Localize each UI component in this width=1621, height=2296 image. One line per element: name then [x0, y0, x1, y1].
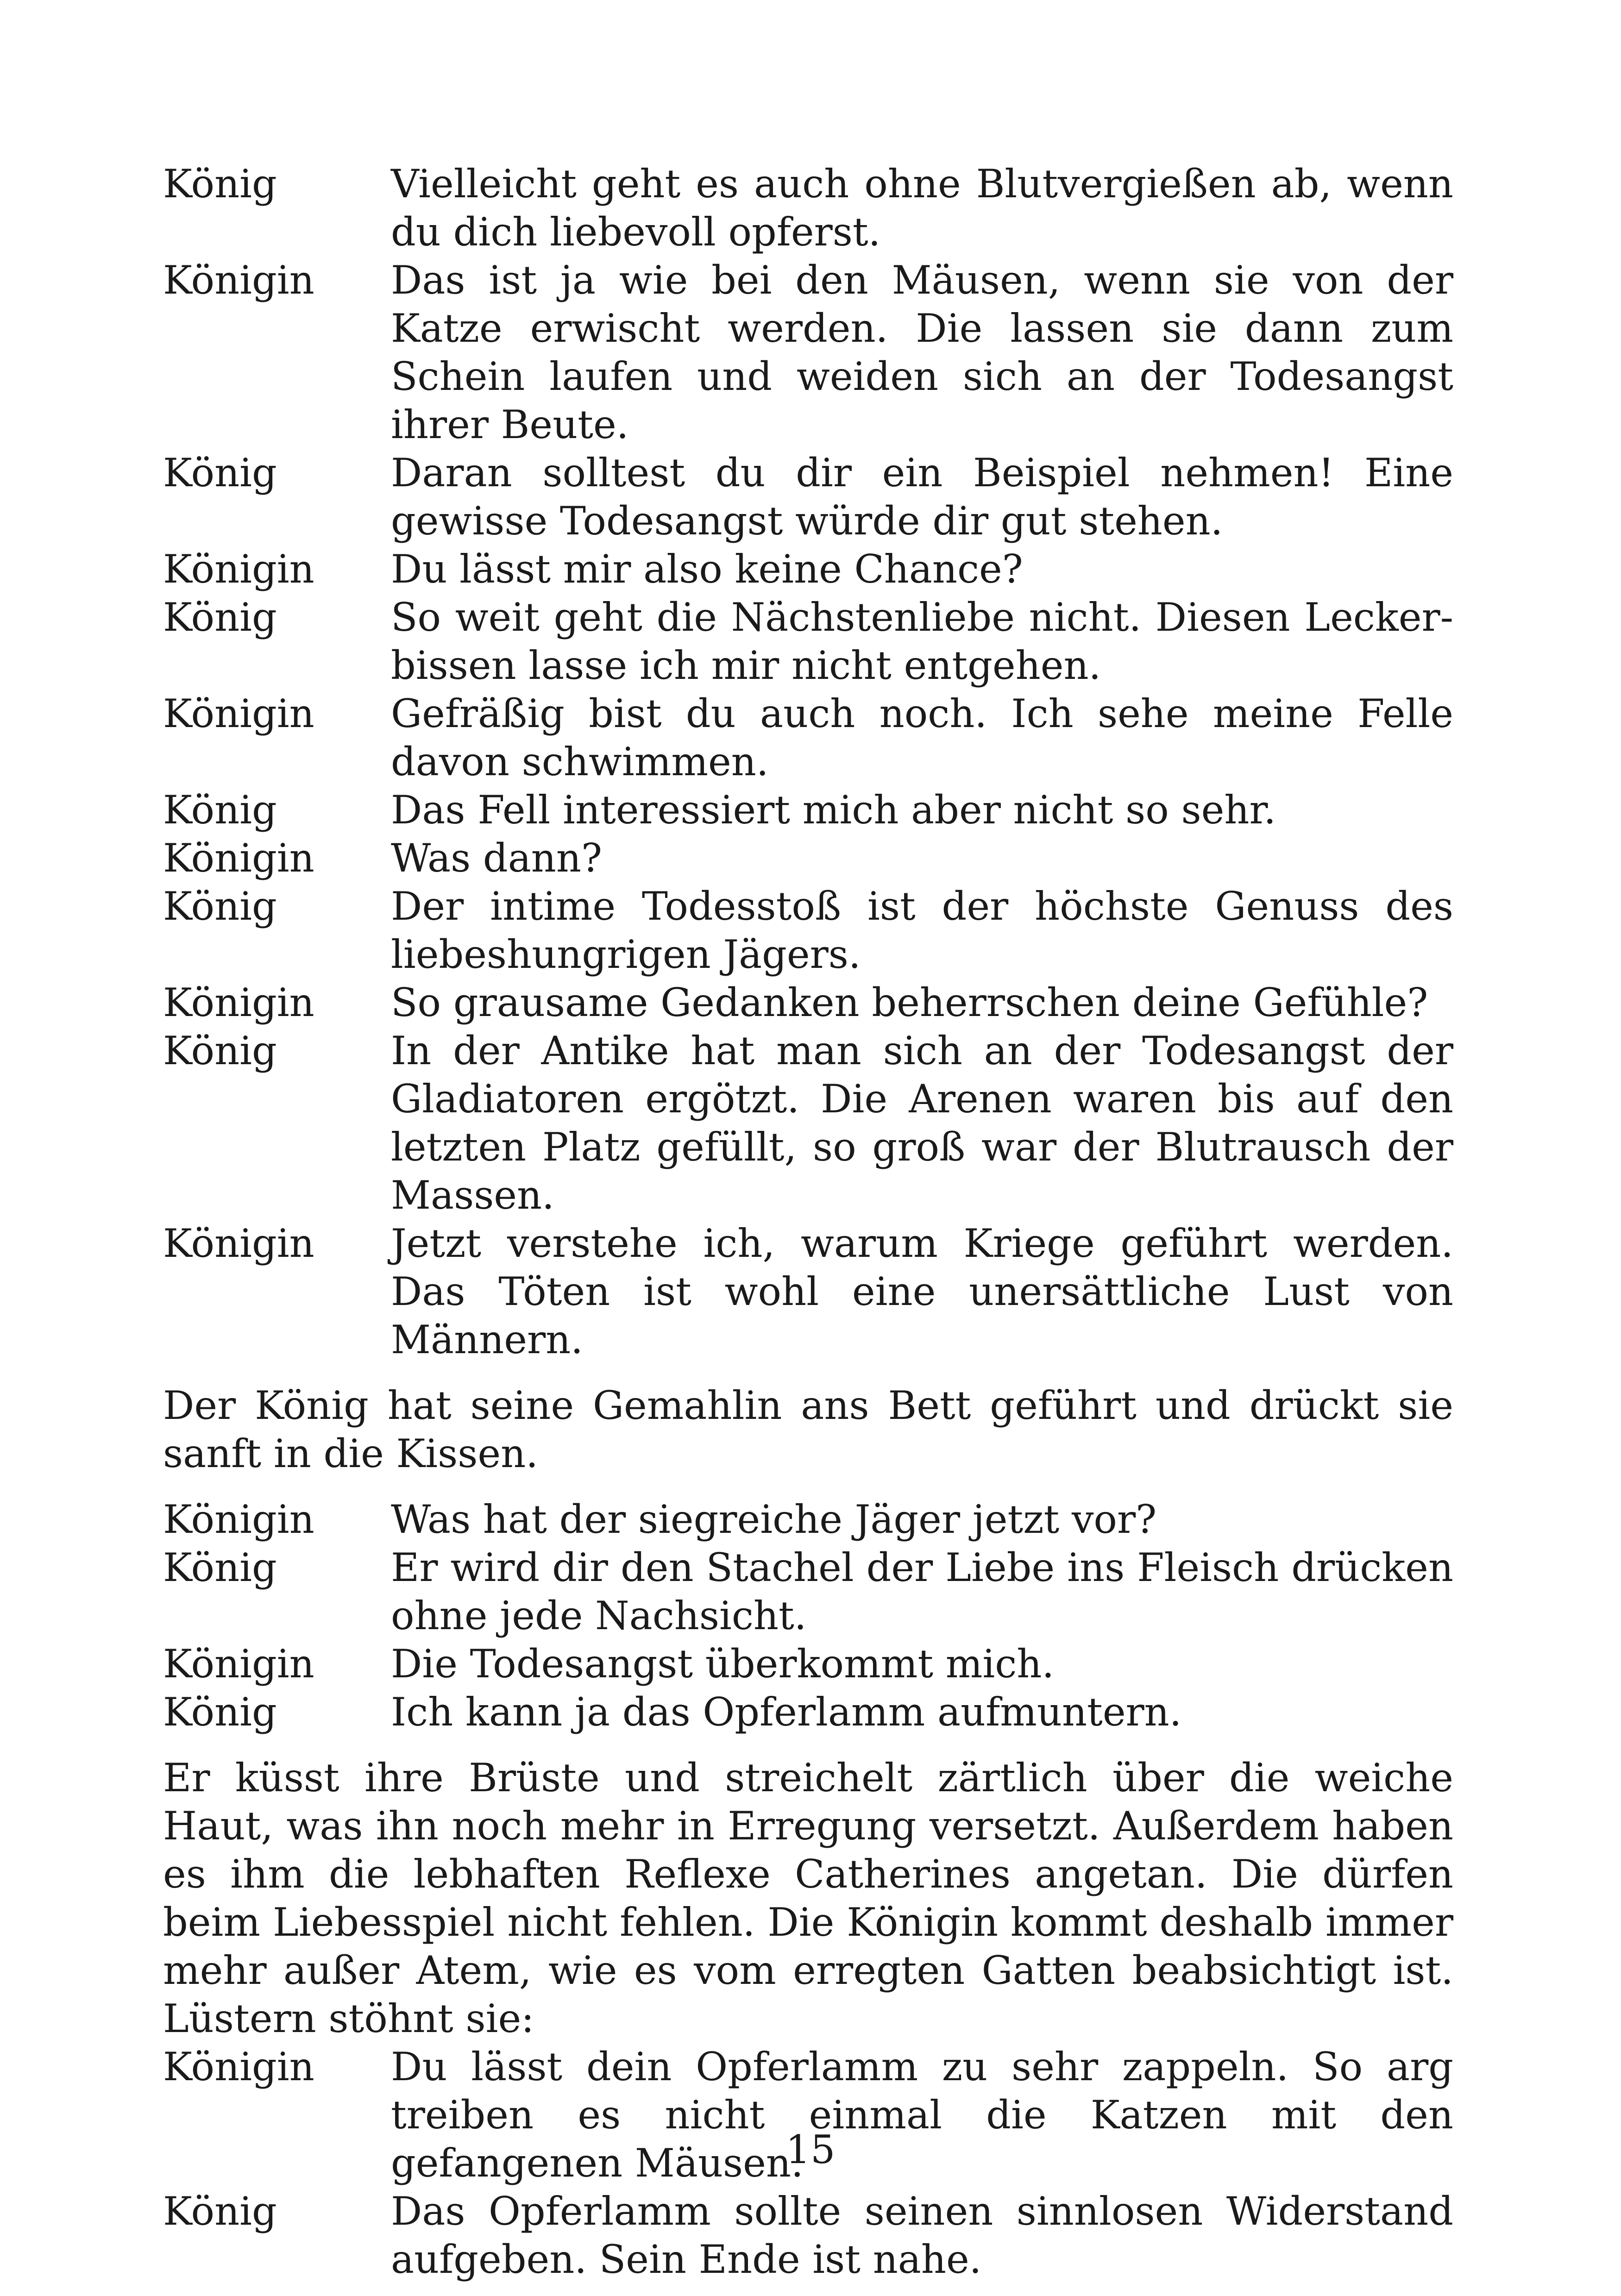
speech-text: In der Antike hat man sich an der Todesangst der Gladiatoren ergötzt. Die Arenen waren bis auf den letzten Platz gefüllt, so groß war der Blutrausch der Massen.	[391, 1028, 1453, 1218]
speech-text: Gefräßig bist du auch noch. Ich sehe meine Felle davon schwimmen.	[391, 691, 1453, 784]
speech-text: Ich kann ja das Opferlamm aufmuntern.	[391, 1689, 1182, 1735]
speaker-label: König	[163, 595, 277, 640]
dialogue-line	[163, 1640, 1453, 1688]
speech-text: So weit geht die Nächstenliebe nicht. Diesen Leckerbissen lasse ich mir nicht entgehen.	[391, 595, 1453, 688]
speaker-label: König	[163, 787, 277, 833]
speaker-label: König	[163, 161, 277, 207]
speech-text: Jetzt verstehe ich, warum Kriege geführt werden. Das Töten ist wohl eine unersättliche Lust von Männern.	[391, 1221, 1453, 1362]
dialogue-line	[163, 786, 1453, 834]
speaker-label: Königin	[163, 980, 314, 1025]
speaker-label: Königin	[163, 835, 314, 881]
speech-text: Der intime Todesstoß ist der höchste Genuss des liebeshungrigen Jägers.	[391, 884, 1453, 977]
speech-text: Er wird dir den Stachel der Liebe ins Fleisch drücken ohne jede Nachsicht.	[391, 1545, 1453, 1638]
speaker-label: Königin	[163, 1497, 314, 1542]
speaker-label: Königin	[163, 691, 314, 736]
speech-text: Du lässt mir also keine Chance?	[391, 546, 1023, 592]
page-number: 15	[785, 2127, 836, 2172]
dialogue-line	[163, 834, 1453, 882]
dialogue-line	[163, 593, 1453, 690]
speaker-label: Königin	[163, 1641, 314, 1687]
speech-text: Die Todesangst überkommt mich.	[391, 1641, 1055, 1687]
dialogue-line	[163, 882, 1453, 979]
dialogue-line	[163, 690, 1453, 786]
dialogue-block	[163, 160, 1453, 1364]
page-content	[163, 160, 1453, 2283]
dialogue-line	[163, 1543, 1453, 1640]
dialogue-line	[163, 1495, 1453, 1543]
speaker-label: König	[163, 2189, 277, 2234]
speaker-label: Königin	[163, 2044, 314, 2089]
speech-text: Das ist ja wie bei den Mäusen, wenn sie von der Katze erwischt werden. Die lassen sie dann zum Schein laufen und weiden sich an der Todesangst ihrer Beute.	[391, 257, 1453, 447]
speaker-label: König	[163, 450, 277, 496]
speaker-label: Königin	[163, 1221, 314, 1266]
speech-text: Vielleicht geht es auch ohne Blutvergießen ab, wenn du dich liebevoll opferst.	[391, 161, 1453, 255]
speech-text: So grausame Gedanken beherrschen deine Gefühle?	[391, 980, 1428, 1025]
narration-paragraph: Er küsst ihre Brüste und streichelt zärtlich über die weiche Haut, was ihn noch mehr in Erregung versetzt. Außerdem haben es ihm die lebhaften Reflexe Catherines angetan. Die dürfen beim Liebesspiel nicht fehlen. Die Königin kommt deshalb immer mehr außer Atem, wie es vom erregten Gatten beabsichtigt ist. Lüstern stöhnt sie:	[163, 1755, 1453, 2041]
speaker-label: König	[163, 1545, 277, 1590]
dialogue-block	[163, 1495, 1453, 1736]
dialogue-line	[163, 256, 1453, 449]
narration-paragraph: Der König hat seine Gemahlin ans Bett geführt und drückt sie sanft in die Kissen.	[163, 1383, 1453, 1476]
dialogue-line	[163, 1027, 1453, 1219]
speech-text: Was hat der siegreiche Jäger jetzt vor?	[391, 1497, 1157, 1542]
dialogue-line	[163, 449, 1453, 545]
speech-text: Du lässt dein Opferlamm zu sehr zappeln. So arg treiben es nicht einmal die Katzen mit den gefangenen Mäusen.	[391, 2044, 1453, 2186]
speech-text: Was dann?	[391, 835, 603, 881]
dialogue-line	[163, 2187, 1453, 2283]
speaker-label: König	[163, 1028, 277, 1073]
speaker-label: Königin	[163, 257, 314, 303]
speaker-label: König	[163, 1689, 277, 1735]
speaker-label: Königin	[163, 546, 314, 592]
dialogue-line	[163, 1219, 1453, 1364]
speech-text: Das Opferlamm sollte seinen sinnlosen Widerstand aufgeben. Sein Ende ist nahe.	[391, 2189, 1453, 2282]
speech-text: Das Fell interessiert mich aber nicht so sehr.	[391, 787, 1276, 833]
dialogue-line	[163, 545, 1453, 593]
speech-text: Daran solltest du dir ein Beispiel nehmen! Eine gewisse Todesangst würde dir gut stehen.	[391, 450, 1453, 544]
speaker-label: König	[163, 884, 277, 929]
dialogue-line	[163, 979, 1453, 1027]
dialogue-line	[163, 1688, 1453, 1736]
dialogue-line	[163, 160, 1453, 256]
